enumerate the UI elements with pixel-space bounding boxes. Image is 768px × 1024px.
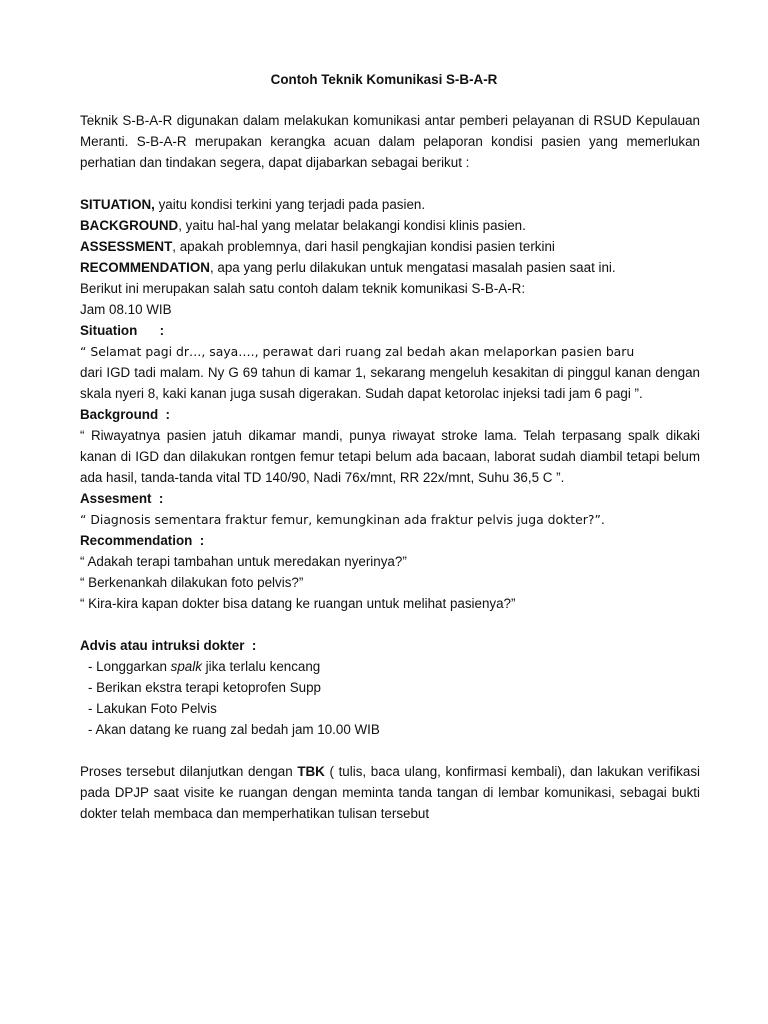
- situation-text: dari IGD tadi malam. Ny G 69 tahun di kamar 1, sekarang mengeluh kesakitan di pinggul kanan dengan skala nyeri 8, kaki kanan juga susah digerakan. Sudah dapat ketorolac injeksi tadi jam 6 pagi ”.: [80, 365, 700, 401]
- definition-text: yaitu kondisi terkini yang terjadi pada pasien.: [154, 197, 426, 212]
- recommendation-heading: Recommendation :: [80, 533, 205, 548]
- situation-text-line: “ Selamat pagi dr…, saya…., perawat dari ruang zal bedah akan melaporkan pasien baru: [80, 344, 635, 359]
- definition-text: , apa yang perlu dilakukan untuk mengatasi masalah pasien saat ini.: [209, 260, 616, 275]
- definition-assessment: [80, 236, 700, 257]
- definition-text: , yaitu hal-hal yang melatar belakangi kondisi klinis pasien.: [178, 218, 526, 233]
- definition-term: ASSESSMENT: [80, 239, 173, 254]
- document-body: [80, 110, 704, 824]
- recommendation-line: “ Berkenankah dilakukan foto pelvis?”: [80, 575, 304, 590]
- example-intro: Berikut ini merupakan salah satu contoh dalam teknik komunikasi S-B-A-R:: [80, 281, 526, 296]
- advice-item: - Berikan ekstra terapi ketoprofen Supp: [88, 680, 321, 695]
- definition-recommendation: [80, 257, 700, 278]
- definition-background: [80, 215, 700, 236]
- situation-heading: Situation :: [80, 323, 165, 338]
- background-text: “ Riwayatnya pasien jatuh dikamar mandi, punya riwayat stroke lama. Telah terpasang spalk dikaki kanan di IGD dan dilakukan rontgen femur tetapi belum ada bacaan, laborat sudah diambil tetapi belum ada hasil, tanda-tanda vital TD 140/90, Nadi 76x/mnt, RR 22x/mnt, Suhu 36,5 C ”.: [80, 428, 700, 485]
- definition-text: , apakah problemnya, dari hasil pengkajian kondisi pasien terkini: [172, 239, 555, 254]
- advice-item: - Akan datang ke ruang zal bedah jam 10.00 WIB: [88, 722, 380, 737]
- assessment-heading: Assesment :: [80, 491, 164, 506]
- definition-term: BACKGROUND: [80, 218, 179, 233]
- recommendation-line: “ Adakah terapi tambahan untuk meredakan nyerinya?”: [80, 554, 407, 569]
- intro-paragraph: Teknik S-B-A-R digunakan dalam melakukan komunikasi antar pemberi pelayanan di RSUD Kepulauan Meranti. S-B-A-R merupakan kerangka acuan dalam pelaporan kondisi pasien yang memerlukan perhatian dan tindakan segera, dapat dijabarkan sebagai berikut :: [80, 113, 700, 170]
- advice-item: - Lakukan Foto Pelvis: [88, 701, 217, 716]
- recommendation-line: “ Kira-kira kapan dokter bisa datang ke ruangan untuk melihat pasienya?”: [80, 596, 516, 611]
- time-stamp: Jam 08.10 WIB: [80, 302, 172, 317]
- definition-term: SITUATION,: [80, 197, 155, 212]
- background-heading: Background :: [80, 407, 171, 422]
- closing-paragraph: Proses tersebut dilanjutkan dengan TBK ( tulis, baca ulang, konfirmasi kembali), dan lakukan verifikasi pada DPJP saat visite ke ruangan dengan meminta tanda tangan di lembar komunikasi, sebagai bukti dokter telah membaca dan memperhatikan tulisan tersebut: [80, 764, 704, 821]
- assessment-text: “ Diagnosis sementara fraktur femur, kemungkinan ada fraktur pelvis juga dokter?”.: [80, 512, 605, 527]
- definition-term: RECOMMENDATION: [80, 260, 210, 275]
- definition-situation: [80, 194, 700, 215]
- advice-item: - Longgarkan spalk jika terlalu kencang: [88, 659, 321, 674]
- advice-heading: Advis atau intruksi dokter :: [80, 638, 257, 653]
- document-title: Contoh Teknik Komunikasi S-B-A-R: [270, 72, 498, 87]
